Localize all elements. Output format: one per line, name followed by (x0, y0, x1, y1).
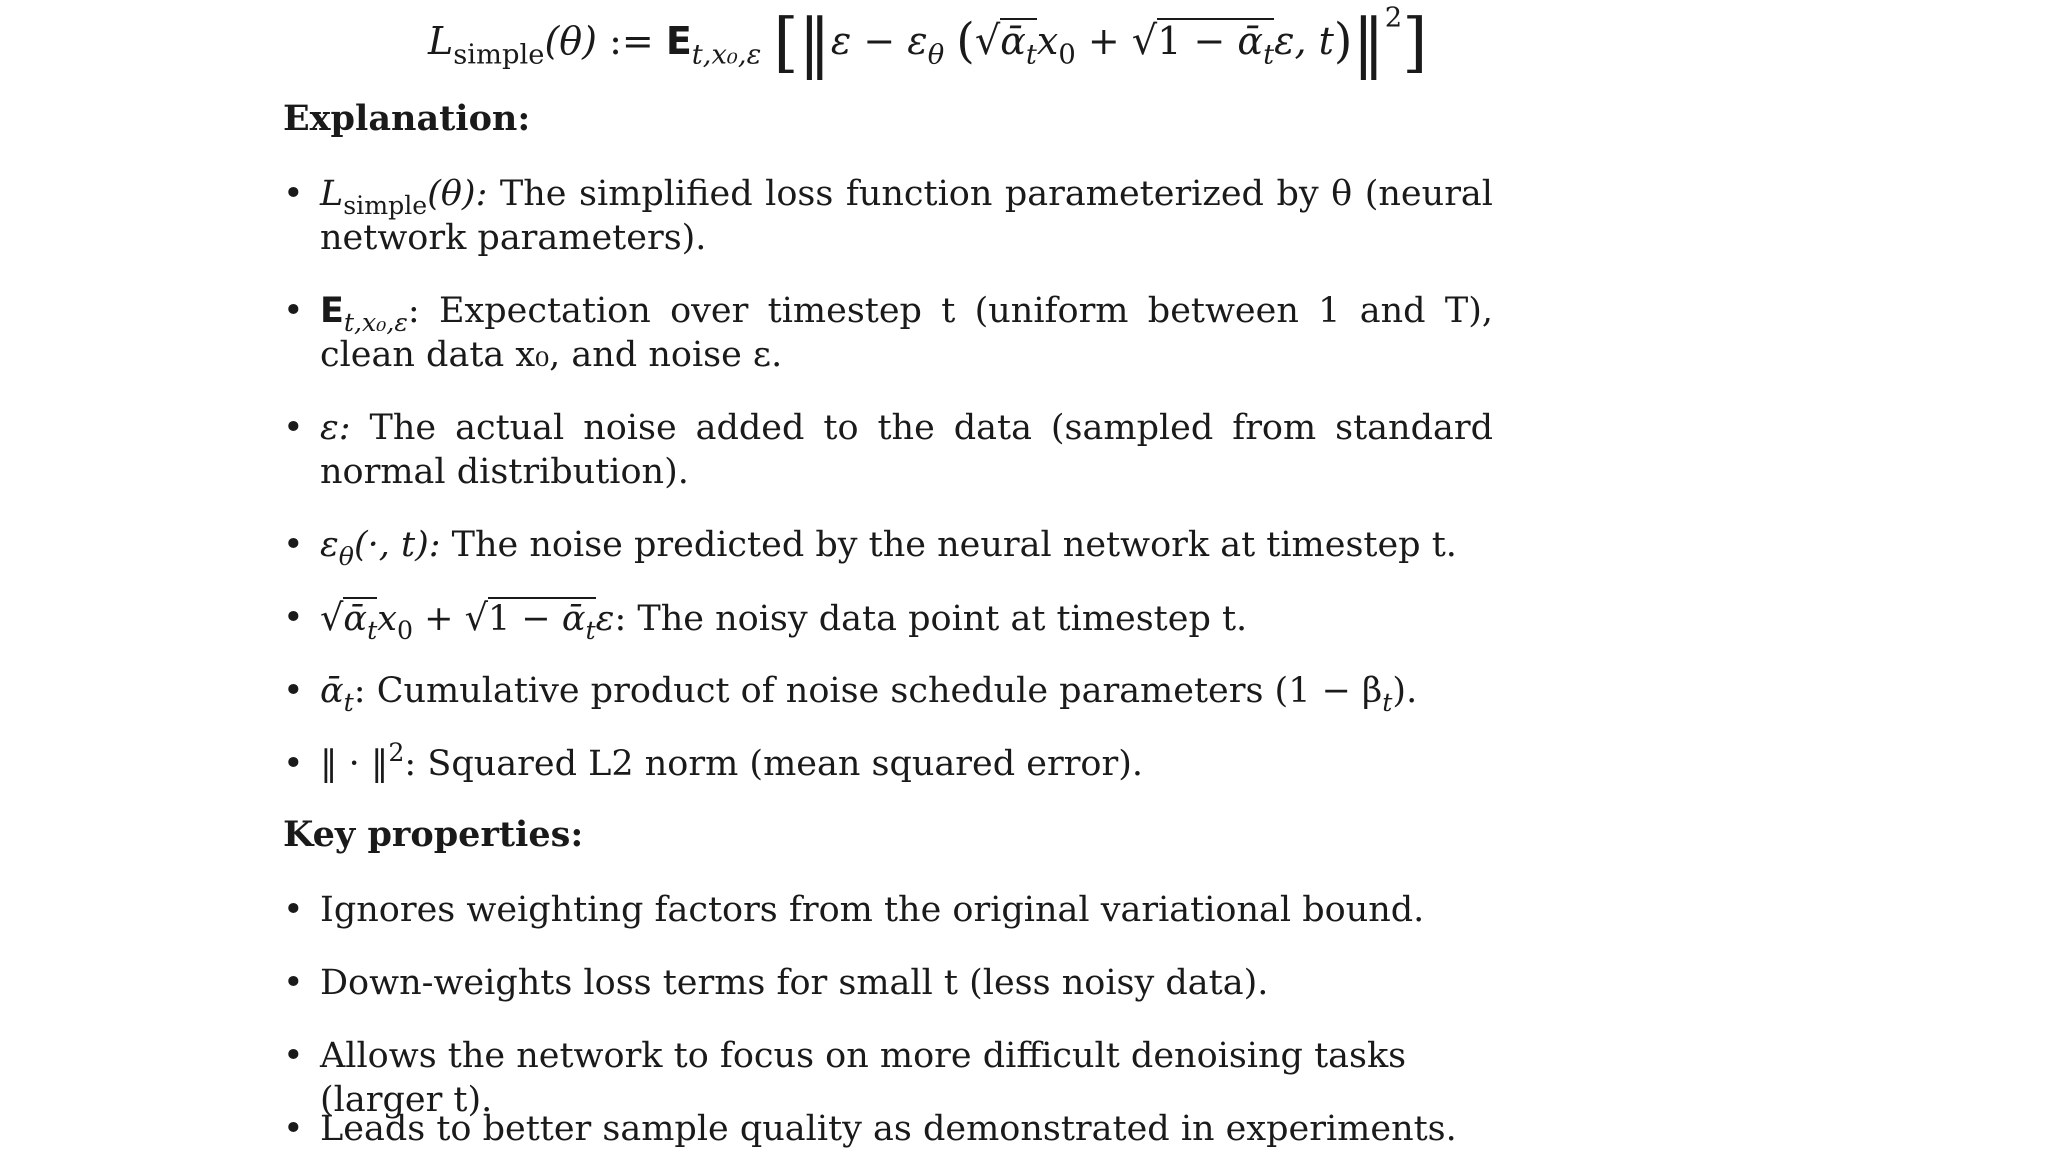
key-property-text: Allows the network to focus on more difficult denoising tasks (larger t). (320, 1036, 1407, 1120)
lead-eps-theta-sub: θ (338, 541, 354, 571)
eq-model: ε (907, 19, 928, 63)
explanation-heading: Explanation: (283, 98, 531, 139)
bullet-icon: • (283, 963, 304, 1003)
bullet-icon: • (283, 174, 304, 214)
lead-eps-theta: ε (320, 525, 339, 565)
explanation-text-expectation: Expectation over timestep t (uniform between 1 and T), clean data x₀, and noise ε. (320, 291, 1493, 375)
eq-alpha-t-1: t (1025, 39, 1037, 71)
key-property-text: Leads to better sample quality as demonstrated in experiments. (320, 1109, 1457, 1149)
eq-plus: + (1087, 19, 1120, 63)
lead-arg: (θ): (427, 174, 488, 214)
lead-E: E (320, 291, 344, 331)
eq-sqrt-arg-1 (1000, 18, 1037, 71)
eq-norm-power: 2 (1384, 2, 1403, 34)
alpha-t: t (585, 615, 596, 645)
eq-lhs-subscript: simple (453, 39, 545, 71)
explanation-item-expectation (283, 289, 1493, 377)
explanation-item-predicted-noise (283, 523, 1493, 571)
eq-expectation-symbol: E (665, 19, 692, 63)
bullet-icon: • (283, 744, 304, 784)
x-symbol: x (377, 599, 397, 639)
bullet-icon: • (283, 598, 304, 638)
eq-right-bracket: ] (1402, 5, 1428, 81)
eq-x-sub: 0 (1058, 39, 1076, 71)
bullet-icon: • (283, 291, 304, 331)
lead-alpha-t: t (343, 687, 354, 717)
lead-colon: : (407, 291, 420, 331)
explanation-item-alpha-bar (283, 669, 1493, 717)
eq-eps-t: ε, t (1274, 19, 1334, 63)
key-property-text: Ignores weighting factors from the original variational bound. (320, 890, 1425, 930)
bullet-icon: • (283, 1036, 304, 1076)
explanation-item-norm (283, 738, 1493, 786)
explanation-item-noisy-data (283, 596, 1493, 645)
lead-L: L (320, 174, 344, 214)
eq-define-operator: := (609, 19, 654, 63)
key-property-text: Down-weights loss terms for small t (less noisy data). (320, 963, 1269, 1003)
bullet-icon: • (283, 525, 304, 565)
eq-lhs-symbol: L (428, 19, 454, 63)
explanation-text-alpha-bar: Cumulative product of noise schedule parameters (1 − β (376, 671, 1383, 711)
norm-symbol: ‖ · ‖ (320, 744, 389, 784)
loss-equation (428, 2, 1428, 81)
explanation-item-noise (283, 406, 1493, 494)
explanation-item-loss (283, 172, 1493, 260)
eq-left-bracket: [ (773, 5, 799, 81)
eq-right-norm: ‖ (1352, 5, 1385, 81)
eq-x: x (1036, 19, 1059, 63)
eq-sqrt-sign-1: √ (974, 18, 1001, 64)
lead-E-sub: t,x₀,ε (343, 307, 408, 337)
eq-alpha-bar-1: ᾱ (1000, 19, 1026, 63)
alpha-bar: ᾱ (561, 599, 586, 639)
eq-right-paren: ) (1333, 13, 1353, 69)
one-minus: 1 − (488, 599, 551, 639)
eq-minus: − (863, 19, 896, 63)
alpha-t: t (367, 615, 378, 645)
eq-one-minus: 1 − (1157, 19, 1226, 63)
bullet-icon: • (283, 1109, 304, 1149)
bullet-icon: • (283, 408, 304, 448)
eq-sqrt-sign-2: √ (1131, 18, 1158, 64)
lead-L-sub: simple (343, 190, 428, 220)
sqrt-arg-alpha (343, 597, 378, 645)
eq-expectation-subscript: t,x₀,ε (691, 39, 762, 71)
lead-arg-dot-t: (·, t): (353, 525, 441, 565)
eq-alpha-t-2: t (1263, 39, 1275, 71)
eq-sqrt-arg-2 (1157, 18, 1275, 71)
lead-alpha-bar: ᾱ (320, 671, 344, 711)
explanation-text-loss: The simplified loss function parameterized by θ (neural network parameters). (320, 174, 1493, 258)
eq-alpha-bar-2: ᾱ (1237, 19, 1264, 63)
lead-colon: : (404, 744, 417, 784)
key-property-item (283, 1107, 1493, 1151)
x-sub: 0 (396, 615, 413, 645)
lead-colon: : (353, 671, 366, 711)
key-property-item (283, 961, 1493, 1005)
bullet-icon: • (283, 890, 304, 930)
norm-power: 2 (388, 738, 405, 768)
explanation-text-alpha-bar-tail: ). (1392, 671, 1418, 711)
explanation-text-predicted-noise: The noise predicted by the neural network at timestep t. (451, 525, 1457, 565)
beta-sub: t (1382, 687, 1393, 717)
eq-noise: ε (830, 19, 852, 63)
alpha-bar: ᾱ (343, 599, 368, 639)
explanation-text-noisy-data: The noisy data point at timestep t. (637, 599, 1248, 639)
key-properties-heading: Key properties: (283, 814, 584, 855)
sqrt-arg-one-minus (488, 597, 596, 645)
lead-eps: ε: (320, 408, 351, 448)
plus-symbol: + (424, 599, 454, 639)
eq-left-paren: ( (956, 13, 975, 69)
key-property-item (283, 888, 1493, 932)
eq-lhs-arg: (θ) (544, 19, 597, 63)
eps-symbol: ε (595, 599, 615, 639)
explanation-text-norm: Squared L2 norm (mean squared error). (427, 744, 1144, 784)
sqrt-icon: √ (464, 596, 488, 639)
eq-left-norm: ‖ (798, 5, 831, 81)
sqrt-icon: √ (320, 596, 344, 639)
explanation-text-noise: The actual noise added to the data (sampled from standard normal distribution). (320, 408, 1493, 492)
eq-model-subscript: θ (927, 39, 945, 71)
lead-colon: : (614, 599, 627, 639)
bullet-icon: • (283, 671, 304, 711)
